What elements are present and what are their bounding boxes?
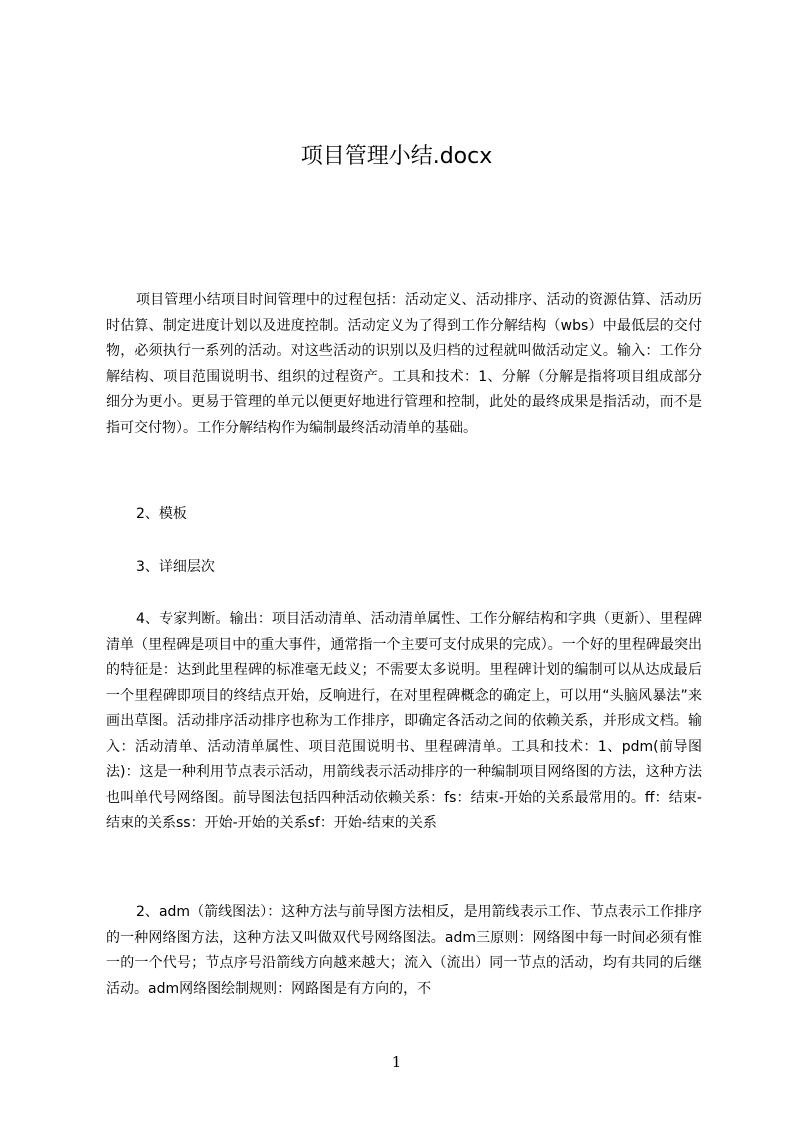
paragraph-5: 2、adm（箭线图法）：这种方法与前导图方法相反，是用箭线表示工作、节点表示工作排序的一种网络图方法，这种方法又叫做双代号网络图法。adm三原则：网络图中每一时间必须有惟一的一个代号；节点序号沿箭线方向越来越大；流入（流出）同一节点的活动，均有共同的后继活动。adm网络图绘制规则：网路图是有方向的，不	[106, 904, 702, 997]
paragraph-4: 4、专家判断。输出：项目活动清单、活动清单属性、工作分解结构和字典（更新）、里程碑清单（里程碑是项目中的重大事件，通常指一个主要可支付成果的完成）。一个好的里程碑最突出的特征是：达到此里程碑的标准毫无歧义；不需要太多说明。里程碑计划的编制可以从达成最后一个里程碑即项目的终结点开始，反响进行，在对里程碑概念的确定上，可以用“头脑风暴法”来画出草图。活动排序活动排序也称为工作排序，即确定各活动之间的依赖关系，并形成文档。输入：活动清单、活动清单属性、项目范围说明书、里程碑清单。工具和技术：1、pdm(前导图法)：这是一种利用节点表示活动，用箭线表示活动排序的一种编制项目网络图的方法，这种方法也叫单代号网络图。前导图法包括四种活动依赖关系：fs：结束-开始的关系最常用的。ff：结束-结束的关系ss：开始-开始的关系sf：开始-结束的关系	[106, 611, 702, 831]
paragraph-2: 2、模板	[136, 506, 187, 522]
document-title: 项目管理小结.docx	[300, 144, 493, 169]
paragraph-1: 项目管理小结项目时间管理中的过程包括：活动定义、活动排序、活动的资源估算、活动历时估算、制定进度计划以及进度控制。活动定义为了得到工作分解结构（wbs）中最低层的交付物，必须执行一系列的活动。对这些活动的识别以及归档的过程就叫做活动定义。输入：工作分解结构、项目范围说明书、组织的过程资产。工具和技术：1、分解（分解是指将项目组成部分细分为更小。更易于管理的单元以便更好地进行管理和控制，此处的最终成果是指活动，而不是指可交付物）。工作分解结构作为编制最终活动清单的基础。	[106, 292, 702, 436]
page-number: 1	[391, 1053, 402, 1071]
paragraph-3: 3、详细层次	[136, 559, 215, 575]
